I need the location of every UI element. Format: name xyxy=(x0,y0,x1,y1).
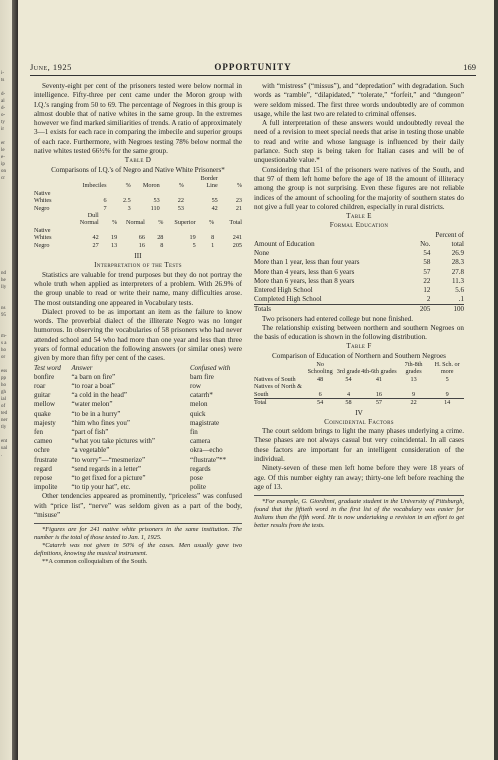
table-cell: 53 xyxy=(177,204,184,212)
table-cell xyxy=(131,190,160,197)
table-cell: Negro xyxy=(34,204,50,212)
table-cell: Completed High School xyxy=(254,295,322,304)
table-row xyxy=(254,249,464,258)
table-cell: 14 xyxy=(430,399,464,407)
table-cell: pose xyxy=(189,474,203,483)
table-cell: Percent of total xyxy=(435,230,464,248)
table-cell: 2 xyxy=(426,295,431,304)
table-cell: Totals xyxy=(254,305,409,315)
table-cell: 8 xyxy=(211,234,215,242)
footnote: *Figures are for 241 native white prisoners in the same institution. The number is the total of those tested to Jan. 1, 1925. xyxy=(34,526,242,542)
table-e xyxy=(254,231,464,315)
table-row xyxy=(34,483,242,492)
table-row xyxy=(34,234,242,241)
table-header-row xyxy=(34,175,242,182)
table-cell: 9 xyxy=(445,390,449,398)
table-e-title: Formal Education xyxy=(329,221,389,230)
table-cell: fen xyxy=(34,428,43,437)
table-cell xyxy=(107,175,131,182)
table-cell: “part of fish” xyxy=(71,428,109,437)
table-d-part2 xyxy=(34,212,242,249)
page-number: 169 xyxy=(463,62,476,72)
table-cell: 12 xyxy=(423,285,431,294)
table-header-row xyxy=(34,364,242,373)
table-cell xyxy=(214,212,242,219)
paragraph: Dialect proved to be as important an item as the failure to know words. The proverbial dialect of the illiterate Negro was no longer humorous. In observing the vocabularies of 58 prisoners who had never attended school and 54 who had more than one year and less than three years of formal education the following answers (or similar ones) were given by more than fifty per cent of the cases. xyxy=(34,307,242,363)
table-cell: “to get fixed for a picture” xyxy=(71,474,146,483)
table-cell: 54 xyxy=(423,249,431,258)
paragraph: with “mistress” (“missus”), and “depredation” with degradation. Such words as “ramble”, “dilapidated,” “tolerate,” “forfeit,” and “dungeon” were seldom missed. The first three words undoubtedly are of common usage, while the last two are related to criminal offenses. xyxy=(254,82,464,118)
table-cell: “him who fines you” xyxy=(71,418,130,427)
table-cell xyxy=(160,190,184,197)
table-cell: More than 1 year, less than four years xyxy=(254,258,360,267)
journal-title: OPPORTUNITY xyxy=(214,62,292,72)
table-cell: 54 xyxy=(304,399,336,407)
paragraph: Ninety-seven of these men left home before they were 18 years of age. Of this number eighty ran away; thirty-one left before reaching the age of 13. xyxy=(254,464,464,491)
table-cell: Negro xyxy=(34,241,50,249)
table-cell: “to be in a hurry” xyxy=(71,409,121,418)
paragraph: A full interpretation of these answers would undoubtedly reveal the need of a revision to meet special needs that arise in testing those unable to read and write and whose language is influenced by their daily parlance. Such step is being taken for Italian cases and will be of unquestionable value.* xyxy=(254,119,464,165)
table-row xyxy=(34,197,242,204)
table-cell: magistrate xyxy=(189,418,220,427)
table-cell xyxy=(99,227,117,234)
table-cell: bonfire xyxy=(34,372,55,381)
table-f xyxy=(254,361,464,406)
table-cell xyxy=(34,219,71,226)
table-cell: Amount of Education xyxy=(254,239,315,248)
table-cell xyxy=(78,190,107,197)
table-cell: okra—echo xyxy=(189,446,223,455)
table-cell xyxy=(34,212,71,219)
adjacent-page-edge: i- ts d- al d- o- ty ir er le e- ip on cr nd he lly ns 95 m- s a ho or ess pp ho gh ial of ted ner tly ent ual . xyxy=(0,0,12,760)
table-cell: 110 xyxy=(150,204,160,212)
table-cell: “to tip your hat”, etc. xyxy=(71,483,131,492)
table-cell: “what you take pictures with” xyxy=(71,437,156,446)
table-cell xyxy=(196,227,214,234)
table-e-label: Table E xyxy=(346,212,372,221)
table-cell: Whites xyxy=(34,197,52,205)
table-cell: Total xyxy=(254,399,304,407)
table-row xyxy=(254,383,464,398)
table-cell: 11.3 xyxy=(452,276,464,285)
table-header-row xyxy=(254,231,464,249)
table-cell: H. Sch. or more xyxy=(434,361,460,376)
table-cell: 27 xyxy=(92,241,99,249)
table-row xyxy=(254,277,464,286)
table-cell: 9 xyxy=(412,390,416,398)
table-row xyxy=(34,419,242,428)
table-cell xyxy=(163,212,195,219)
table-cell: Total xyxy=(229,219,242,227)
table-cell: 16 xyxy=(375,390,383,398)
table-cell xyxy=(78,175,107,182)
table-cell: Entered High School xyxy=(254,285,313,294)
table-cell: “send regards in a letter” xyxy=(71,464,142,473)
table-cell: % xyxy=(236,182,242,190)
table-cell: Dull xyxy=(87,212,99,219)
issue-date: June, 1925 xyxy=(30,62,72,72)
table-row xyxy=(34,446,242,455)
table-cell xyxy=(117,212,145,219)
table-cell: Natives of South xyxy=(254,375,296,383)
table-cell: 4th-6th grades xyxy=(361,368,397,376)
table-cell: “flustrate”** xyxy=(189,455,227,464)
footnotes xyxy=(254,495,464,530)
table-cell: frustrate xyxy=(34,455,58,464)
table-cell: % xyxy=(112,219,118,227)
table-cell: 100 xyxy=(430,305,464,315)
table-cell: melon xyxy=(189,400,208,409)
table-cell: 5 xyxy=(445,375,449,383)
table-row xyxy=(254,268,464,277)
table-cell: 27.8 xyxy=(451,267,464,276)
table-cell: polite xyxy=(189,483,206,492)
table-cell xyxy=(184,190,218,197)
table-cell: row xyxy=(189,382,201,390)
table-cell xyxy=(160,175,184,182)
right-column xyxy=(254,82,464,530)
table-cell xyxy=(71,227,99,234)
paragraph: The relationship existing between northern and southern Negroes on the basis of education is shown in the following distribution. xyxy=(254,323,464,342)
table-cell xyxy=(163,227,195,234)
table-header-row xyxy=(254,361,464,376)
table-cell: fin xyxy=(189,428,198,437)
table-cell: 58 xyxy=(423,258,431,267)
footnote: *For example, G. Giordinni, graduate student in the University of Pittsburgh, found that the fiftieth word in the first list of the vocabulary was easier for Italians than the fifth word. He is now undertaking a revision in an effort to get better results from the tests. xyxy=(254,498,464,530)
table-cell: 42 xyxy=(92,234,99,242)
table-row xyxy=(34,400,242,409)
table-cell xyxy=(117,227,145,234)
vocabulary-table xyxy=(34,364,242,493)
table-cell: 19 xyxy=(189,234,196,242)
table-cell: catarrh* xyxy=(189,391,213,400)
table-cell: No Schooling xyxy=(307,361,333,376)
table-cell xyxy=(218,190,242,197)
table-cell: 57 xyxy=(423,267,431,276)
table-cell: “water melon” xyxy=(71,400,113,409)
table-cell: 4 xyxy=(346,390,351,398)
table-cell: 241 xyxy=(232,234,242,242)
table-cell: 21 xyxy=(235,204,242,212)
table-cell: 5 xyxy=(192,241,196,249)
table-cell: 6 xyxy=(318,390,322,398)
table-cell xyxy=(254,361,304,376)
table-cell: 205 xyxy=(409,305,430,315)
paragraph: The court seldom brings to light the many phases underlying a crime. These phases are not always casual but very coincidental. In all cases these factors are important for an intelligent consideration of the individual. xyxy=(254,427,464,463)
table-cell: quick xyxy=(189,409,206,418)
table-cell xyxy=(145,212,163,219)
table-cell: Moron xyxy=(142,182,160,190)
table-cell: 1 xyxy=(211,241,215,249)
table-cell: Native xyxy=(34,189,51,197)
table-row xyxy=(254,295,464,305)
table-cell xyxy=(214,227,242,234)
table-cell: guitar xyxy=(34,391,51,400)
table-cell: 54 xyxy=(345,375,352,383)
table-cell xyxy=(34,175,78,182)
paragraph: Seventy-eight per cent of the prisoners tested were below normal in intelligence. Fifty-three per cent came under the Moron group with I.Q.'s ranging from 50 to 69. The percentage of Negroes in this group is almost double that of native whites in the same group. In the extremes however we find marked similiarities of trends. A ratio of approximately 3—1 exists for each race in comparing the imbecile and superior groups of each race. Furthermore, with Negroes testing 78% below normal the native whites tested 66½% for the same group. xyxy=(34,82,242,156)
table-header-row xyxy=(34,219,242,226)
table-cell: None xyxy=(254,249,270,258)
table-cell: 6 xyxy=(103,197,107,205)
table-cell: Line xyxy=(206,182,218,190)
table-cell: 22 xyxy=(177,197,184,205)
section-numeral: IV xyxy=(355,408,363,417)
table-d-label: Table D xyxy=(124,156,152,165)
table-cell xyxy=(34,182,78,189)
table-cell: 22 xyxy=(423,276,431,285)
table-cell: 42 xyxy=(211,204,218,212)
table-cell: 57 xyxy=(361,399,397,407)
table-cell: Normal xyxy=(79,219,99,227)
table-header-row xyxy=(34,182,242,189)
table-cell: 23 xyxy=(235,197,242,205)
table-row xyxy=(34,437,242,446)
table-cell: “to roar a boat” xyxy=(71,382,115,390)
table-cell: regard xyxy=(34,464,52,473)
table-cell: Native xyxy=(34,226,51,234)
table-cell: 19 xyxy=(110,234,118,242)
left-column xyxy=(34,82,242,566)
table-cell: “a barn on fire” xyxy=(71,372,116,381)
table-cell: 8 xyxy=(160,241,164,249)
table-cell: 7th-8th grades xyxy=(404,361,423,376)
table-row xyxy=(34,373,242,382)
table-cell: .1 xyxy=(458,295,464,304)
table-cell: 22 xyxy=(397,399,431,407)
table-f-title: Comparison of Education of Northern and Southern Negroes xyxy=(272,351,446,360)
table-row xyxy=(34,205,242,212)
table-cell: cameo xyxy=(34,437,53,446)
table-cell: mellow xyxy=(34,400,55,409)
table-cell: Superior xyxy=(174,219,196,227)
table-cell: barn fire xyxy=(189,372,214,381)
table-cell: 55 xyxy=(211,197,218,205)
paragraph: Other tendencies appeared as prominently, “priceless” was confused with “price list”, “nerve” was seldom given as a part of the body, “misuse” xyxy=(34,492,242,520)
table-row xyxy=(34,465,242,474)
table-cell: repose xyxy=(34,474,53,483)
journal-page xyxy=(18,0,494,760)
table-cell: camera xyxy=(189,437,211,446)
table-row xyxy=(254,258,464,267)
table-row xyxy=(34,428,242,437)
table-cell: 66 xyxy=(138,234,145,242)
table-cell: Normal xyxy=(126,219,145,227)
table-cell: impolite xyxy=(34,483,58,492)
table-cell xyxy=(196,212,214,219)
table-cell: 41 xyxy=(375,375,383,383)
table-cell: 5.6 xyxy=(455,285,464,294)
table-cell: 13 xyxy=(110,241,118,249)
table-row xyxy=(34,474,242,483)
table-cell: Imbeciles xyxy=(82,182,107,190)
table-d-title: Comparisons of I.Q.'s of Negro and Native White Prisoners* xyxy=(51,165,225,174)
table-cell: % xyxy=(125,182,131,190)
table-row xyxy=(34,190,242,197)
header-rule xyxy=(30,75,476,76)
table-cell: quake xyxy=(34,409,51,418)
table-cell: regards xyxy=(189,464,211,473)
table-row xyxy=(34,382,242,391)
paragraph: Considering that 151 of the prisoners were natives of the South, and that 97 of them left home before the age of 18 the amount of illiteracy among the group is not surprising. Even these figures are not reliable indices of the amount of schooling for the majority of southern states do not give a full year to colored children, especially in rural districts. xyxy=(254,165,464,211)
table-cell: 7 xyxy=(103,204,107,212)
table-cell: 3rd grade xyxy=(336,368,361,376)
table-cell: % xyxy=(158,219,164,227)
table-cell xyxy=(99,212,117,219)
table-cell: % xyxy=(209,219,215,227)
section-title: Coincidental Factors xyxy=(324,417,394,426)
table-cell: Whites xyxy=(34,234,52,242)
table-cell: Test word xyxy=(34,363,61,372)
table-cell: More than 6 years, less than 8 years xyxy=(254,276,355,285)
table-row xyxy=(34,391,242,400)
table-cell: 53 xyxy=(153,197,160,205)
table-row xyxy=(34,227,242,234)
table-cell: 13 xyxy=(410,375,417,383)
table-cell: No. xyxy=(420,239,431,248)
table-cell: More than 4 years, less than 6 years xyxy=(254,267,355,276)
table-row xyxy=(254,286,464,295)
table-header-row xyxy=(34,212,242,219)
table-cell: 26.9 xyxy=(451,249,464,258)
table-cell: 48 xyxy=(317,375,324,383)
paragraph: Statistics are valuable for trend purposes but they do not portray the whole truth when applied as interpreters of a problem. With 26.9% of the group unable to read or write their name, many difficulties arose. The most outstanding one appeared in Vocabulary tests. xyxy=(34,270,242,307)
table-total-row xyxy=(254,399,464,407)
table-cell xyxy=(145,227,163,234)
table-row xyxy=(254,376,464,383)
paragraph: Two prisoners had entered college but none finished. xyxy=(262,314,413,323)
section-title: Interpretation of the Tests xyxy=(94,261,182,270)
table-row xyxy=(34,410,242,419)
footnote: **A common colloquialism of the South. xyxy=(42,558,148,566)
table-f-label: Table F xyxy=(346,342,372,351)
table-total-row xyxy=(254,305,464,315)
table-cell: 2.5 xyxy=(122,197,131,205)
table-cell xyxy=(131,175,160,182)
table-cell: % xyxy=(178,182,184,190)
footnote: *Catarrh was not given in 50% of the cases. Men usually gave two definitions, knowing the musical instrument. xyxy=(34,542,242,558)
table-cell: “a cold in the head” xyxy=(71,391,128,400)
table-cell: 3 xyxy=(127,204,131,212)
table-cell: 16 xyxy=(138,241,145,249)
section-numeral: III xyxy=(134,252,142,261)
table-cell: Confused with xyxy=(189,363,231,372)
table-cell: 28.3 xyxy=(451,258,464,267)
table-cell: 205 xyxy=(232,241,242,249)
table-d-part1 xyxy=(34,175,242,212)
table-cell xyxy=(218,175,242,182)
running-header xyxy=(30,62,476,74)
table-cell: “a vegetable” xyxy=(71,446,110,455)
table-cell: 28 xyxy=(157,234,164,242)
table-cell: roar xyxy=(34,382,46,390)
footnotes xyxy=(34,523,242,566)
table-cell: 58 xyxy=(336,399,361,407)
table-row xyxy=(34,456,242,465)
table-cell: majesty xyxy=(34,418,56,427)
table-cell xyxy=(107,190,131,197)
table-cell: Border xyxy=(200,174,218,182)
table-row xyxy=(34,242,242,249)
table-cell: Answer xyxy=(71,363,93,372)
table-cell: “to worry”—“mesmerize” xyxy=(71,455,146,464)
table-cell: ochre xyxy=(34,446,50,455)
table-cell: Natives of North & South xyxy=(254,383,302,398)
